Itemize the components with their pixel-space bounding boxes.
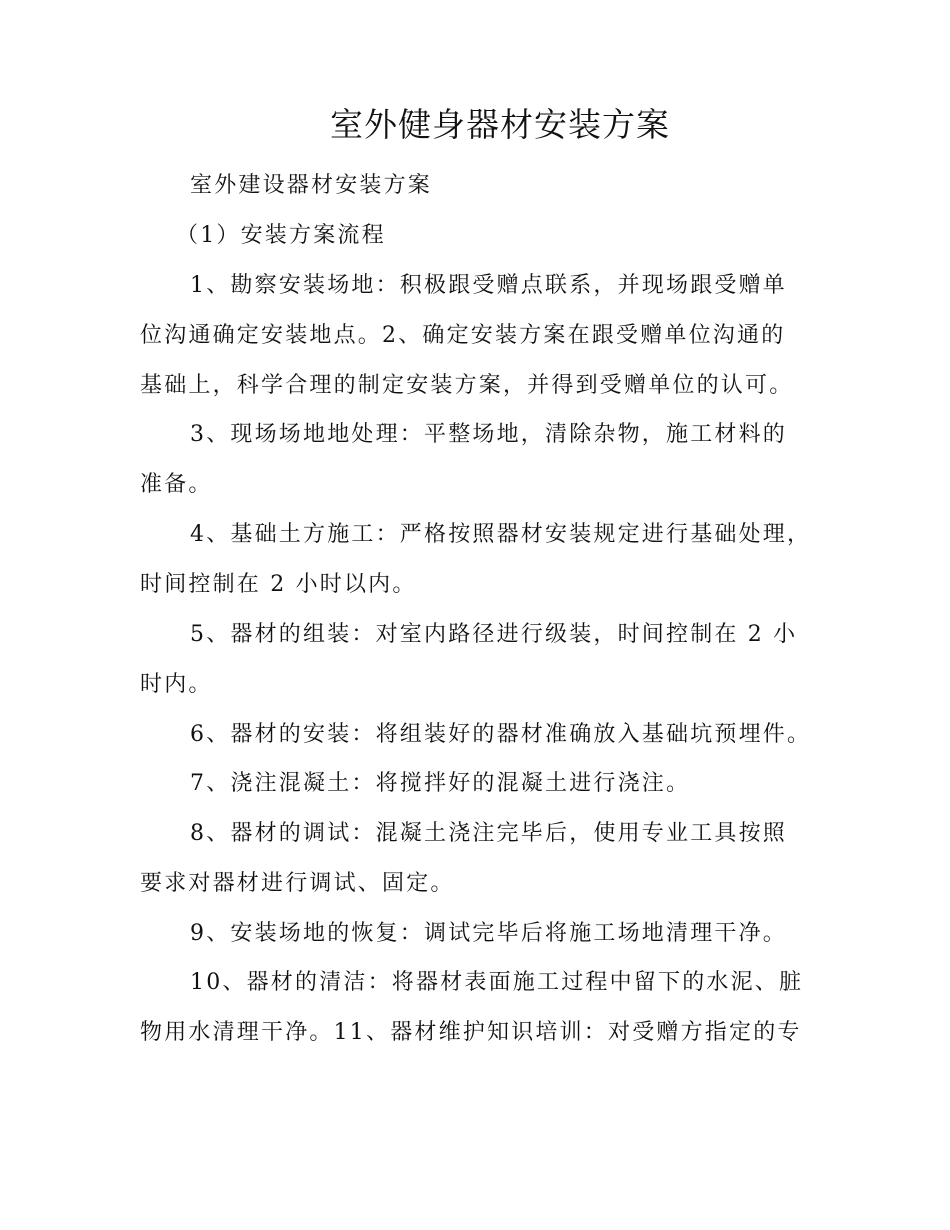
paragraph-line: 基础上，科学合理的制定安装方案，并得到受赠单位的认可。 [140,373,794,398]
paragraph-line: 8、器材的调试：混凝土浇注完毕后，使用专业工具按照 [190,821,787,846]
paragraph-line: 9、安装场地的恢复：调试完毕后将施工场地清理干净。 [190,921,787,946]
paragraph-line: 时内。 [140,672,213,697]
paragraph-line: 室外建设器材安装方案 [190,173,433,198]
paragraph-line: 4、基础土方施工：严格按照器材安装规定进行基础处理， [190,522,812,547]
paragraph-line: 3、现场场地地处理：平整场地，清除杂物，施工材料的 [190,422,787,447]
paragraph-line: 准备。 [140,472,213,497]
paragraph-line: （1）安装方案流程 [176,223,386,248]
paragraph-line: 10、器材的清洁：将器材表面施工过程中留下的水泥、脏 [190,970,804,995]
paragraph-line: 5、器材的组装：对室内路径进行级装，时间控制在 2 小 [190,622,798,647]
paragraph-line: 1、勘察安装场地：积极跟受赠点联系，并现场跟受赠单 [190,273,787,298]
paragraph-line: 6、器材的安装：将组装好的器材准确放入基础坑预埋件。 [190,722,812,747]
paragraph-line: 物用水清理干净。11、器材维护知识培训：对受赠方指定的专 [140,1020,802,1045]
paragraph-line: 要求对器材进行调试、固定。 [140,871,455,896]
paragraph-line: 时间控制在 2 小时以内。 [140,572,417,597]
document-title: 室外健身器材安装方案 [330,105,670,144]
paragraph-line: 7、浇注混凝土：将搅拌好的混凝土进行浇注。 [190,771,691,796]
paragraph-line: 位沟通确定安装地点。2、确定安装方案在跟受赠单位沟通的 [140,323,786,348]
